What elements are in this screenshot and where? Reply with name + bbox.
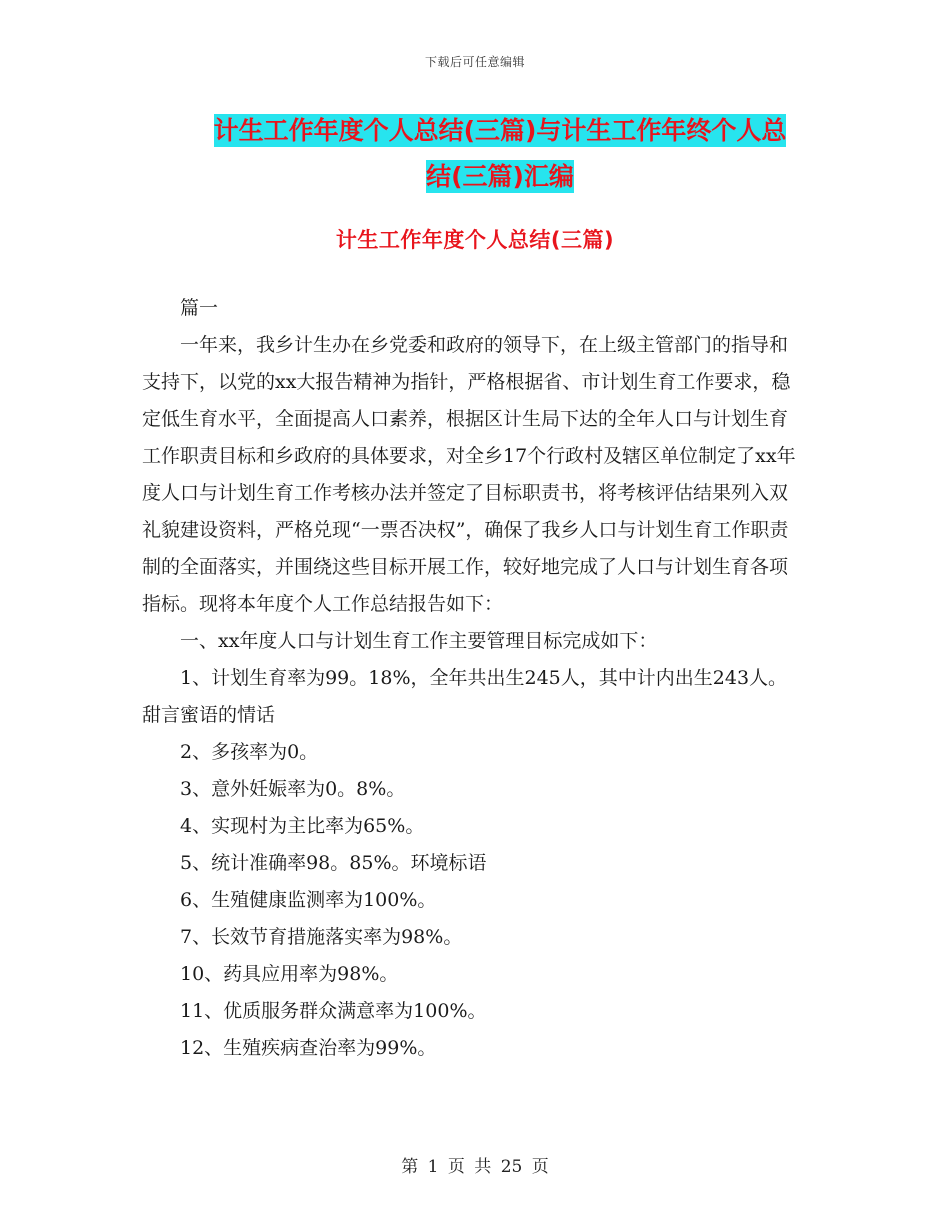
header-note: 下载后可任意编辑	[424, 55, 525, 69]
title-line-1: 计生工作年度个人总结(三篇)与计生工作年终个人总	[213, 116, 787, 145]
section-title: 计生工作年度个人总结(三篇)	[335, 228, 615, 252]
list-item: 11、优质服务群众满意率为100%。	[180, 1000, 487, 1022]
list-item: 7、长效节育措施落实率为98%。	[180, 926, 463, 948]
paragraph-section-label: 篇一	[180, 297, 219, 319]
list-item: 5、统计准确率98。85%。环境标语	[180, 852, 487, 874]
list-item: 1、计划生育率为99。18%，全年共出生245人，其中计内出生243人。甜言蜜语的情话	[142, 667, 788, 726]
title-line-2: 结(三篇)汇编	[426, 162, 574, 191]
list-item: 6、生殖健康监测率为100%。	[180, 889, 437, 911]
document-body	[142, 290, 806, 1067]
list-item: 4、实现村为主比率为65%。	[180, 815, 425, 837]
paragraph-intro: 一年来，我乡计生办在乡党委和政府的领导下，在上级主管部门的指导和支持下，以党的xx大报告精神为指针，严格根据省、市计划生育工作要求，稳定低生育水平，全面提高人口素养，根据区计生局下达的全年人口与计划生育工作职责目标和乡政府的具体要求，对全乡17个行政村及辖区单位制定了xx年度人口与计划生育工作考核办法并签定了目标职责书，将考核评估结果列入双礼貌建设资料，严格兑现“一票否决权”，确保了我乡人口与计划生育工作职责制的全面落实，并围绕这些目标开展工作，较好地完成了人口与计划生育各项指标。现将本年度个人工作总结报告如下：	[142, 334, 796, 615]
list-item: 12、生殖疾病查治率为99%。	[180, 1037, 437, 1059]
list-item: 3、意外妊娠率为0。8%。	[180, 778, 406, 800]
document-title	[190, 108, 810, 200]
list-item: 2、多孩率为0。	[180, 741, 319, 763]
page-number: 第 1 页 共 25 页	[401, 1157, 549, 1177]
paragraph-heading-1: 一、xx年度人口与计划生育工作主要管理目标完成如下：	[180, 630, 658, 652]
list-item: 10、药具应用率为98%。	[180, 963, 399, 985]
